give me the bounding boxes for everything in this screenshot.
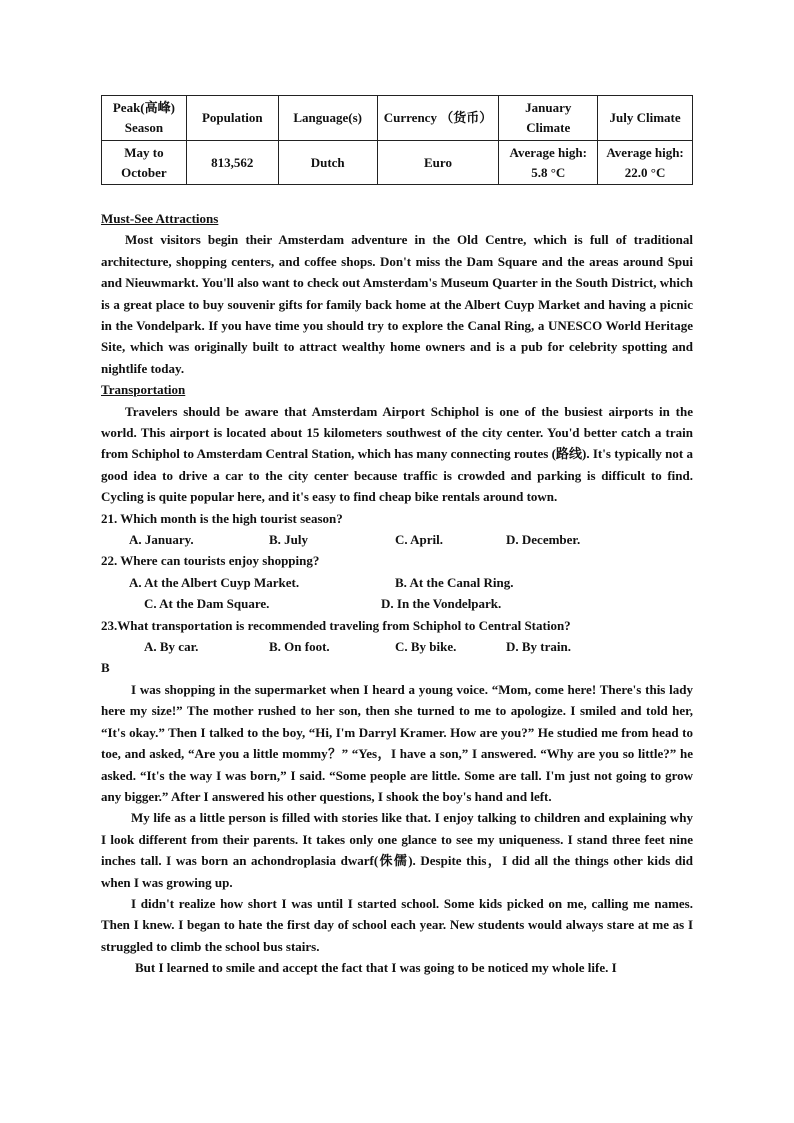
- question-23-options: [101, 636, 693, 657]
- question-22-option-a[interactable]: A. At the Albert Cuyp Market.: [129, 574, 300, 590]
- transportation-heading: Transportation: [101, 382, 186, 398]
- passage-content: [101, 208, 693, 979]
- header-january-climate: January Climate: [499, 96, 598, 141]
- cell-july-climate: Average high: 22.0 °C: [598, 141, 693, 185]
- question-23-option-b[interactable]: B. On foot.: [269, 639, 330, 655]
- question-22-options-row1: [101, 572, 693, 593]
- question-23-option-d[interactable]: D. By train.: [506, 639, 571, 655]
- question-22-option-d[interactable]: D. In the Vondelpark.: [381, 596, 502, 612]
- header-july-climate: July Climate: [598, 96, 693, 141]
- question-23-option-a[interactable]: A. By car.: [144, 639, 199, 655]
- attractions-heading: Must-See Attractions: [101, 211, 219, 226]
- question-23-option-c[interactable]: C. By bike.: [395, 639, 457, 655]
- transportation-paragraph: Travelers should be aware that Amsterdam Airport Schiphol is one of the busiest airports in the world. This airport is located about 15 kilometers southwest of the city center. You'd better catch a train from Schiphol to Amsterdam Central Station, which has many connecting routes (路线). It's typically not a good idea to drive a car to the city center because traffic is crowded and parking is difficult to find. Cycling is quite popular here, and it's easy to find cheap bike rentals around town.: [101, 403, 693, 505]
- section-b-paragraph-1: I was shopping in the supermarket when I heard a young voice. “Mom, come here! There's this lady here my size!” The mother rushed to her son, then she turned to me to apologize. I smiled and told her, “It's okay.” Then I talked to the boy, “Hi, I'm Darryl Kramer. How are you?” He studied me from head to toe, and asked, “Are you a little mommy？” “Yes，I have a son,” I answered. “Why are you so little?” he asked. “It's the way I was born,” I said. “Some people are little. Some are tall. I'm just not going to grow any bigger.” After I answered his other questions, I shook the boy's hand and left.: [101, 681, 693, 804]
- cell-population: 813,562: [186, 141, 278, 185]
- cell-language: Dutch: [278, 141, 377, 185]
- question-21-stem: 21. Which month is the high tourist season?: [101, 510, 343, 526]
- header-population: Population: [186, 96, 278, 141]
- amsterdam-info-table: [101, 95, 693, 185]
- question-21-option-d[interactable]: D. December.: [506, 532, 581, 548]
- table-header-row: [102, 96, 693, 141]
- question-22-option-b[interactable]: B. At the Canal Ring.: [395, 574, 514, 590]
- cell-currency: Euro: [377, 141, 499, 185]
- question-21-option-a[interactable]: A. January.: [129, 532, 194, 548]
- question-22-options-row2: [101, 593, 693, 614]
- header-peak-season: Peak(高峰) Season: [102, 96, 187, 141]
- question-21-option-c[interactable]: C. April.: [395, 532, 444, 548]
- question-23-stem: 23.What transportation is recommended traveling from Schiphol to Central Station?: [101, 617, 571, 633]
- section-b-paragraph-4: But I learned to smile and accept the fact that I was going to be noticed my whole life. I: [135, 960, 617, 976]
- header-languages: Language(s): [278, 96, 377, 141]
- attractions-paragraph: Most visitors begin their Amsterdam adventure in the Old Centre, which is full of traditional architecture, shopping centers, and coffee shops. Don't miss the Dam Square and the areas around Spui and Nieuwmarkt. You'll also want to check out Amsterdam's Museum Quarter in the South District, which is a great place to buy souvenir gifts for family back home at the Albert Cuyp Market and having a picnic in the Vondelpark. If you have time you should try to explore the Canal Ring, a UNESCO World Heritage Site, which was originally built to attract wealthy home owners and is a pub for celebrity spotting and nightlife today.: [101, 232, 693, 376]
- question-21-options: [101, 529, 693, 550]
- question-22-option-c[interactable]: C. At the Dam Square.: [144, 596, 270, 612]
- question-22-stem: 22. Where can tourists enjoy shopping?: [101, 553, 320, 569]
- cell-january-climate: Average high: 5.8 °C: [499, 141, 598, 185]
- cell-peak-season: May to October: [102, 141, 187, 185]
- header-currency: Currency （货币）: [377, 96, 499, 141]
- table-row: [102, 141, 693, 185]
- section-b-paragraph-3: I didn't realize how short I was until I started school. Some kids picked on me, calling me names. Then I knew. I began to hate the first day of school each year. New students would always stare at me as I struggled to climb the school bus stairs.: [101, 895, 693, 954]
- section-b-paragraph-2: My life as a little person is filled with stories like that. I enjoy talking to children and explaining why I look different from their parents. It takes only one glance to see my uniqueness. I stand three feet nine inches tall. I was born an achondroplasia dwarf(侏儒). Despite this，I did all the things other kids did when I was growing up.: [101, 810, 693, 890]
- question-21-option-b[interactable]: B. July: [269, 532, 309, 548]
- section-b-label: B: [101, 660, 110, 676]
